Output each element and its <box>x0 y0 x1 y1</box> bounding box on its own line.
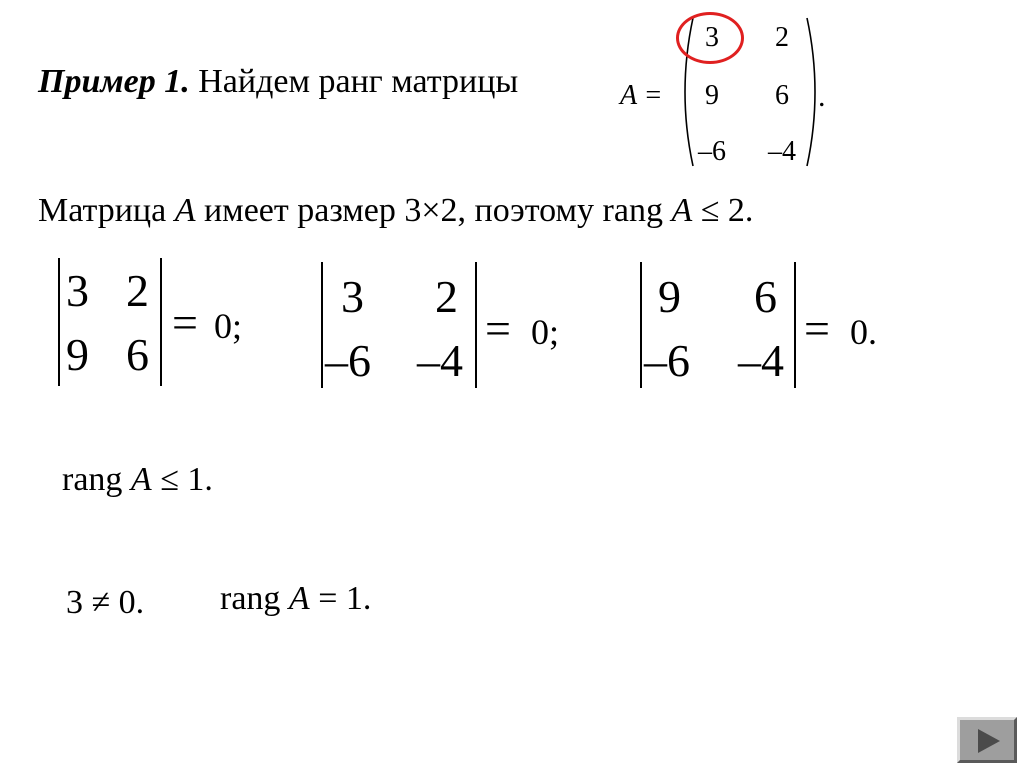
size-statement-text: имеет размер 3×2, поэтому rang <box>195 192 672 229</box>
det-cell: 2 <box>126 265 149 316</box>
det-bar-left <box>58 258 60 386</box>
det-cell: –6 <box>644 335 690 386</box>
matrix-a-cell: 3 <box>705 22 719 53</box>
det-bar-right <box>160 258 162 386</box>
matrix-a-cell: 9 <box>705 80 719 111</box>
matrix-a-cell: 6 <box>775 80 789 111</box>
rank-text: ≤ 1. <box>151 461 213 498</box>
det-equals: = <box>485 303 511 354</box>
next-slide-button[interactable] <box>957 717 1017 763</box>
det-cell: 9 <box>658 271 681 322</box>
det-result: 0; <box>531 312 560 352</box>
det-cell: 3 <box>66 265 89 316</box>
det-cell: 6 <box>126 329 149 380</box>
det-result: 0; <box>214 306 243 346</box>
size-statement <box>38 192 753 230</box>
matrix-variable: A <box>288 580 310 617</box>
size-statement-text: ≤ 2. <box>692 192 754 229</box>
det-cell: 6 <box>754 271 777 322</box>
det-result: 0. <box>850 312 877 352</box>
det-cell: –4 <box>738 335 784 386</box>
determinant-3 <box>640 262 900 392</box>
det-cell: 9 <box>66 329 89 380</box>
determinant-2 <box>321 262 581 392</box>
next-arrow-icon <box>978 729 1000 753</box>
det-bar-left <box>640 262 642 388</box>
det-equals: = <box>804 303 830 354</box>
determinant-1 <box>58 258 278 388</box>
det-cell: 3 <box>341 271 364 322</box>
rank-text: = 1. <box>309 580 372 617</box>
det-bar-right <box>794 262 796 388</box>
matrix-a-cell: –4 <box>768 136 796 167</box>
matrix-a-period: . <box>818 80 826 113</box>
rank-text: rang <box>220 580 289 617</box>
matrix-a-cell: –6 <box>698 136 726 167</box>
rank-upper-bound <box>62 461 213 499</box>
det-equals: = <box>172 297 198 348</box>
example-heading <box>38 63 518 101</box>
rank-result <box>220 580 371 618</box>
det-bar-left <box>321 262 323 388</box>
matrix-variable: A <box>671 192 693 229</box>
nonzero-minor: 3 ≠ 0. <box>66 584 145 621</box>
matrix-variable: A <box>130 461 152 498</box>
matrix-a-label: A = <box>620 80 663 111</box>
example-description: Найдем ранг матрицы <box>189 63 519 100</box>
matrix-a-cell: 2 <box>775 22 789 53</box>
det-cell: –6 <box>325 335 371 386</box>
det-cell: –4 <box>417 335 463 386</box>
rank-text: rang <box>62 461 131 498</box>
det-bar-right <box>475 262 477 388</box>
size-statement-text: Матрица <box>38 192 175 229</box>
example-number: Пример 1. <box>38 63 190 100</box>
det-cell: 2 <box>435 271 458 322</box>
matrix-variable: A <box>174 192 196 229</box>
highlight-circle <box>676 12 744 64</box>
